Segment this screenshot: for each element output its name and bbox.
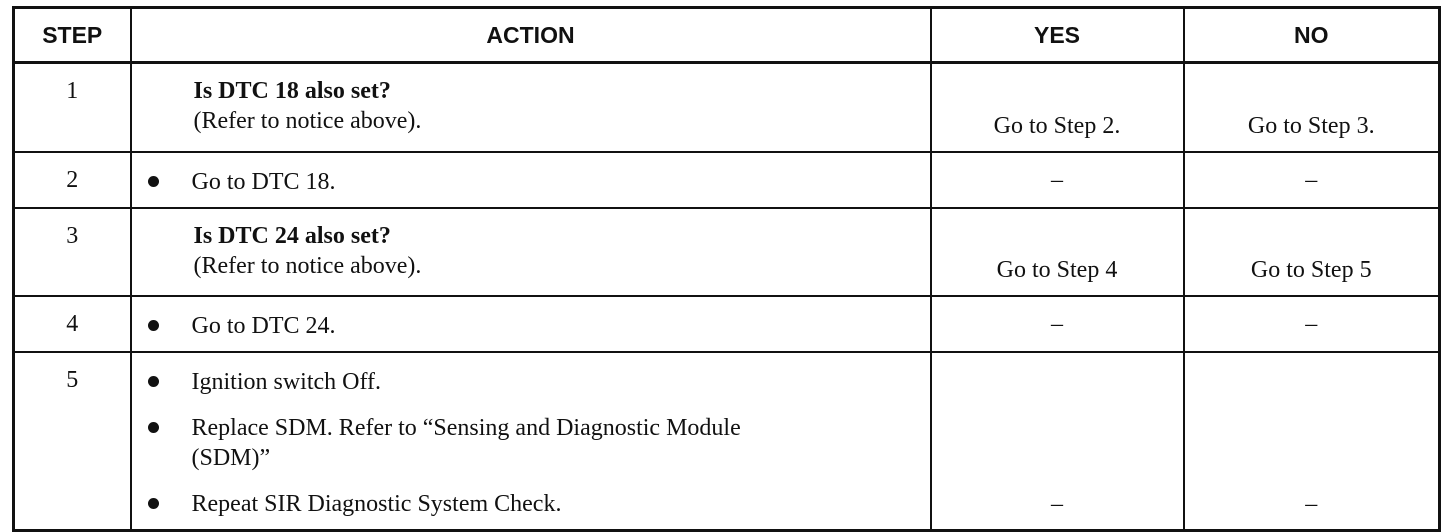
yes-result: Go to Step 2. bbox=[931, 63, 1184, 152]
yes-column-header: YES bbox=[931, 8, 1184, 63]
step-number: 5 bbox=[14, 352, 131, 531]
action-text: Replace SDM. Refer to “Sensing and Diagnostic Module (SDM)” bbox=[191, 414, 741, 471]
yes-result: Go to Step 4 bbox=[931, 208, 1184, 296]
no-result: – bbox=[1184, 352, 1440, 531]
yes-result: – bbox=[931, 152, 1184, 208]
bullet-icon bbox=[148, 176, 159, 187]
action-question: Is DTC 18 also set? bbox=[193, 78, 391, 104]
action-cell bbox=[131, 296, 931, 352]
no-result: – bbox=[1184, 296, 1440, 352]
step-number: 1 bbox=[14, 63, 131, 152]
action-detail: (Refer to notice above). bbox=[193, 108, 422, 134]
action-bullet-item bbox=[142, 413, 910, 473]
table-row bbox=[14, 352, 1440, 531]
step-number: 2 bbox=[14, 152, 131, 208]
bullet-icon bbox=[148, 422, 159, 433]
yes-result: – bbox=[931, 352, 1184, 531]
action-text: Go to DTC 24. bbox=[191, 312, 336, 339]
bullet-icon bbox=[148, 498, 159, 509]
action-bullet-item bbox=[142, 311, 910, 341]
step-number: 4 bbox=[14, 296, 131, 352]
diagnostic-table bbox=[12, 6, 1441, 532]
action-bullet-item bbox=[142, 167, 910, 197]
no-result: – bbox=[1184, 152, 1440, 208]
action-cell bbox=[131, 352, 931, 531]
action-bullet-item bbox=[142, 489, 910, 519]
action-detail: (Refer to notice above). bbox=[193, 252, 422, 279]
action-cell bbox=[131, 63, 931, 152]
table-row bbox=[14, 296, 1440, 352]
bullet-icon bbox=[148, 320, 159, 331]
yes-result: – bbox=[931, 296, 1184, 352]
step-number: 3 bbox=[14, 208, 131, 296]
action-question: Is DTC 24 also set? bbox=[193, 222, 391, 249]
action-text: Ignition switch Off. bbox=[191, 368, 382, 395]
action-bullet-item bbox=[142, 367, 910, 397]
action-text: Repeat SIR Diagnostic System Check. bbox=[191, 490, 562, 517]
table-header-row bbox=[14, 8, 1440, 63]
no-column-header: NO bbox=[1184, 8, 1440, 63]
action-column-header: ACTION bbox=[131, 8, 931, 63]
table-row bbox=[14, 152, 1440, 208]
action-cell bbox=[131, 152, 931, 208]
no-result: Go to Step 3. bbox=[1184, 63, 1440, 152]
table-row bbox=[14, 208, 1440, 296]
action-text: Go to DTC 18. bbox=[191, 168, 336, 195]
step-column-header: STEP bbox=[14, 8, 131, 63]
no-result: Go to Step 5 bbox=[1184, 208, 1440, 296]
action-cell bbox=[131, 208, 931, 296]
table-row bbox=[14, 63, 1440, 152]
bullet-icon bbox=[148, 376, 159, 387]
